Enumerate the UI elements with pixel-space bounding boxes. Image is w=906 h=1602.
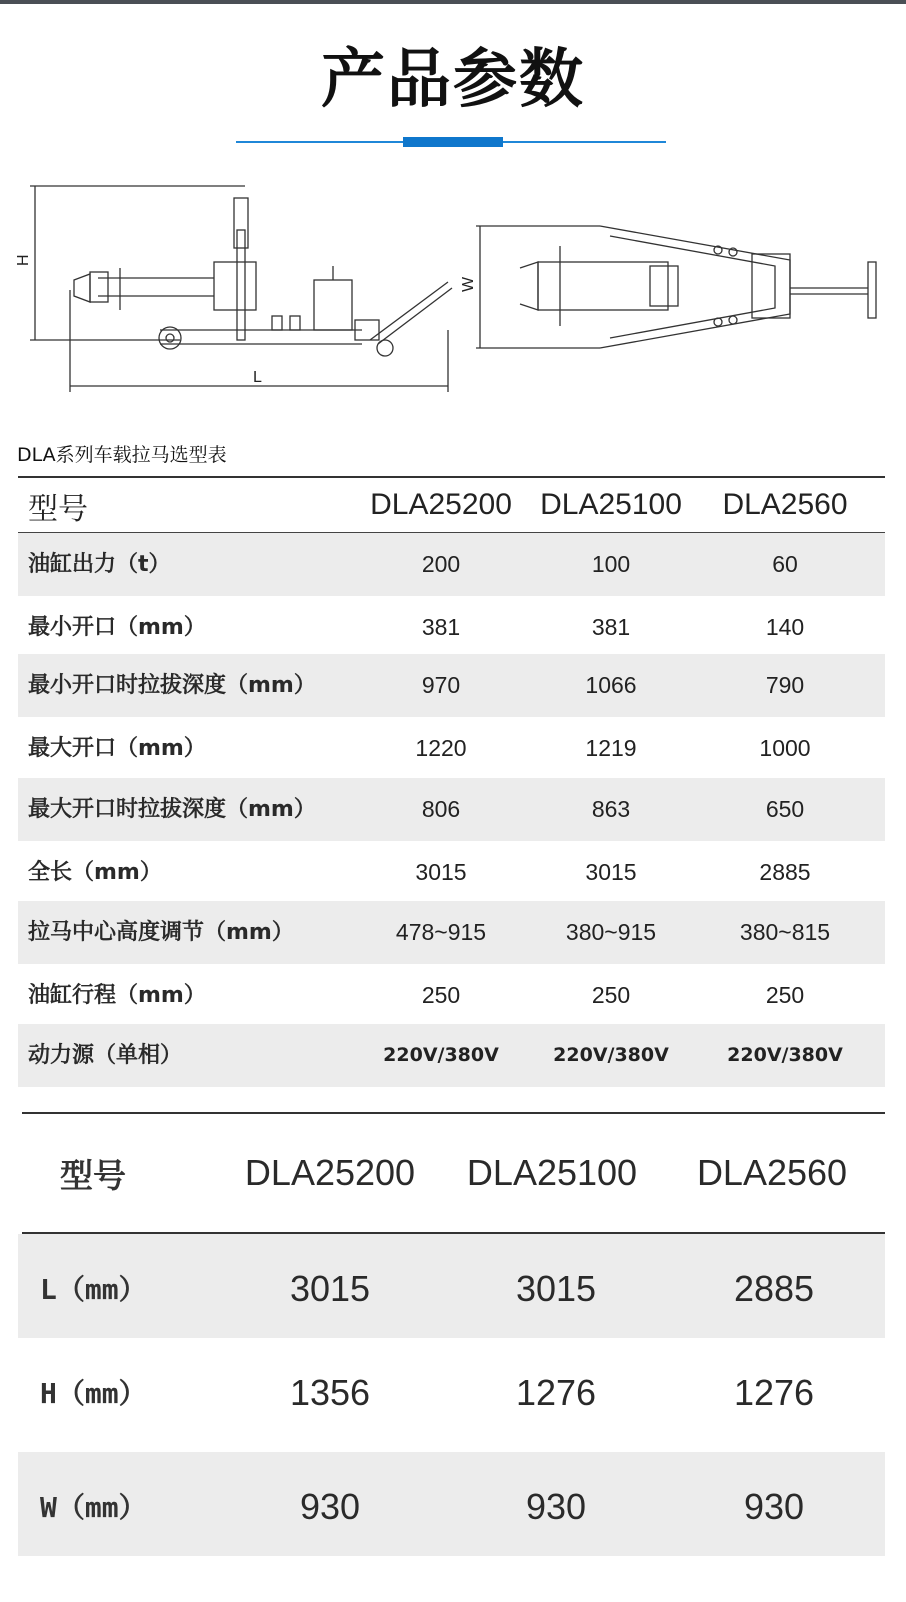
product-diagram	[0, 170, 906, 410]
table-row	[18, 533, 885, 596]
page-title: 产品参数	[321, 43, 585, 117]
cell-value: 380~815	[739, 919, 831, 945]
table-row	[18, 841, 885, 904]
cell-value: 806	[421, 796, 461, 822]
table-row	[18, 964, 885, 1027]
row-label: 油缸出力（t）	[28, 552, 171, 577]
cell-value: 3015	[415, 859, 467, 885]
cell-value: 1276	[515, 1372, 597, 1413]
table-row	[18, 1024, 885, 1087]
cell-value: 863	[591, 796, 631, 822]
cell-value: 1356	[289, 1372, 371, 1413]
cell-value: 250	[765, 982, 805, 1008]
cell-value: 930	[525, 1486, 587, 1527]
row-label: H（mm）	[40, 1377, 147, 1410]
row-label: 全长（mm）	[28, 860, 162, 885]
cell-value: 100	[591, 551, 631, 577]
header-model-label: 型号	[28, 492, 88, 527]
cell-value: 3015	[515, 1268, 597, 1309]
cell-value: 250	[591, 982, 631, 1008]
row-label: L（mm）	[40, 1273, 147, 1306]
cell-value: 250	[421, 982, 461, 1008]
table-row	[18, 901, 885, 964]
header-model-dla25100: DLA25100	[466, 1152, 638, 1193]
cell-value: 381	[591, 614, 631, 640]
cell-value: 1276	[733, 1372, 815, 1413]
cell-value: 140	[765, 614, 805, 640]
cell-value: 790	[765, 672, 805, 698]
header-model-label: 型号	[60, 1156, 126, 1195]
table-row	[18, 1234, 885, 1338]
row-label: 最大开口时拉拔深度（mm）	[28, 797, 316, 822]
row-label: 油缸行程（mm）	[28, 983, 206, 1008]
header-model-dla2560: DLA2560	[722, 488, 848, 521]
row-label: 最大开口（mm）	[28, 736, 206, 761]
header-model-dla2560: DLA2560	[696, 1152, 848, 1193]
height-label: H	[15, 254, 32, 266]
cell-value: 2885	[733, 1268, 815, 1309]
cell-value: 200	[421, 551, 461, 577]
table-row	[18, 596, 885, 659]
table-row	[18, 1452, 885, 1556]
dimension-drawing	[0, 170, 906, 410]
cell-value: 2885	[759, 859, 811, 885]
header-model-dla25200: DLA25200	[244, 1152, 416, 1193]
table-row	[18, 1338, 885, 1442]
width-label: W	[460, 276, 477, 292]
top-border	[0, 0, 906, 4]
cell-value: 1066	[585, 672, 637, 698]
table-header-row	[18, 478, 885, 534]
length-label: L	[253, 369, 262, 386]
cell-value: 380~915	[565, 919, 657, 945]
cell-value: 478~915	[395, 919, 487, 945]
cell-value: 1219	[585, 735, 637, 761]
cell-value: 930	[299, 1486, 361, 1527]
row-label: 最小开口（mm）	[28, 615, 206, 640]
row-label: 最小开口时拉拔深度（mm）	[28, 673, 316, 698]
table-row	[18, 717, 885, 780]
table-caption: DLA系列车载拉马选型表	[17, 444, 227, 466]
title-accent-bar	[403, 137, 503, 147]
cell-value: 220V/380V	[383, 1044, 499, 1066]
header-model-dla25100: DLA25100	[540, 488, 682, 521]
cell-value: 3015	[585, 859, 637, 885]
row-label: 拉马中心高度调节（mm）	[28, 920, 294, 945]
cell-value: 220V/380V	[727, 1044, 843, 1066]
cell-value: 1220	[415, 735, 467, 761]
cell-value: 381	[421, 614, 461, 640]
cell-value: 60	[772, 551, 798, 577]
table-row	[18, 778, 885, 841]
cell-value: 650	[765, 796, 805, 822]
cell-value: 970	[421, 672, 461, 698]
cell-value: 1000	[759, 735, 811, 761]
cell-value: 3015	[289, 1268, 371, 1309]
cell-value: 220V/380V	[553, 1044, 669, 1066]
row-label: W（mm）	[40, 1491, 147, 1524]
row-label: 动力源（单相）	[28, 1043, 183, 1068]
table-row	[18, 654, 885, 717]
header-model-dla25200: DLA25200	[370, 488, 512, 521]
cell-value: 930	[743, 1486, 805, 1527]
dimensions-table-header	[22, 1114, 885, 1232]
